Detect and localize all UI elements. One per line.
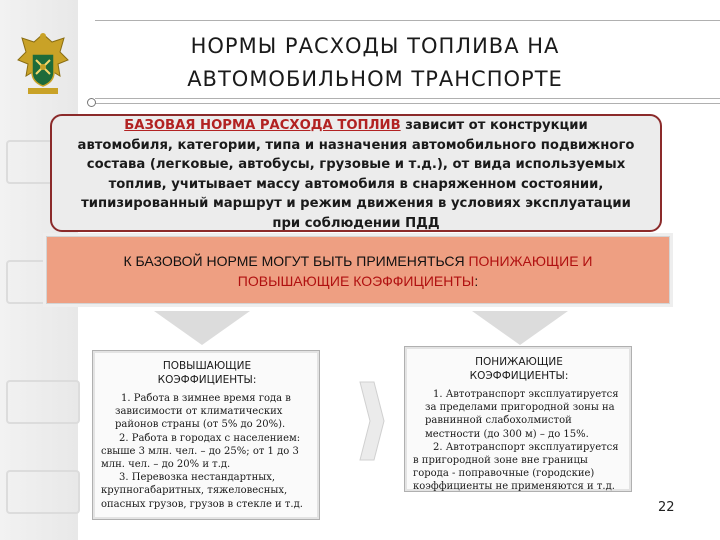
slide-title [150, 30, 600, 96]
card-line: 3. Перевозка нестандартных, [119, 472, 276, 484]
card-line: млн. чел. – до 20% и т.д. [101, 459, 231, 471]
card-line: 2. Автотранспорт эксплуатируется [433, 441, 619, 453]
card-line: коэффициенты не применяются и т.д. [413, 481, 615, 493]
card-line: опасных грузов, грузов в стекле и т.д. [101, 498, 303, 510]
arrow-down-icon [472, 311, 568, 345]
base-norm-highlight: БАЗОВАЯ НОРМА РАСХОДА ТОПЛИВ [124, 118, 401, 133]
card-line: зависимости от климатических [115, 406, 283, 418]
header-rule [95, 20, 720, 21]
arrow-down-icon [154, 311, 250, 345]
base-norm-text: состава (легковые, автобусы, грузовые и т.д.), от вида используемых [86, 157, 626, 172]
card-line: равнинной слабохолмистой [425, 415, 572, 427]
bullet-icon [87, 98, 96, 107]
card-line: за пределами пригородной зоны на [425, 402, 615, 414]
base-norm-text: типизированный маршрут и режим движения в условиях эксплуатации [81, 196, 631, 211]
title-line: НОРМЫ РАСХОДЫ ТОПЛИВА НА [190, 34, 560, 58]
base-norm-text: зависит от конструкции [405, 118, 588, 133]
card-title: КОЭФФИЦИЕНТЫ: [157, 374, 257, 386]
base-norm-text: при соблюдении ПДД [272, 215, 440, 231]
card-line: районов страны (от 5% до 20%). [115, 419, 286, 431]
card-line: крупногабаритных, тяжеловесных, [101, 485, 288, 497]
page-number: 22 [658, 500, 675, 515]
increasing-coefficients-card [92, 350, 320, 520]
header-rule [95, 103, 720, 104]
decreasing-coefficients-card [404, 346, 632, 492]
ghost-shape [6, 380, 80, 424]
coefficients-banner [46, 236, 670, 304]
coat-of-arms-icon [14, 30, 72, 102]
card-title: ПОВЫШАЮЩИЕ [162, 360, 252, 372]
base-norm-text: топлив, учитывает массу автомобиля в снаряженном состоянии, [108, 176, 604, 192]
card-line: в пригородной зоне вне границы [413, 455, 588, 467]
banner-red-text: ПОНИЖАЮЩИЕ И [468, 253, 593, 269]
card-title: КОЭФФИЦИЕНТЫ: [469, 370, 569, 382]
card-title: ПОНИЖАЮЩИЕ [475, 356, 563, 368]
ghost-shape [6, 470, 80, 514]
card-line: 1. Автотранспорт эксплуатируется [433, 389, 619, 400]
chevron-right-icon [358, 380, 386, 462]
title-line: АВТОМОБИЛЬНОМ ТРАНСПОРТЕ [187, 67, 563, 91]
base-norm-box [50, 114, 662, 232]
base-norm-text: автомобиля, категории, типа и назначения автомобильного подвижного [77, 137, 635, 153]
card-line: свыше 3 млн. чел. – до 25%; от 1 до 3 [101, 445, 299, 457]
banner-red-text: ПОВЫШАЮЩИЕ КОЭФФИЦИЕНТЫ [237, 273, 475, 289]
banner-text: : [474, 273, 479, 289]
banner-text: К БАЗОВОЙ НОРМЕ МОГУТ БЫТЬ ПРИМЕНЯТЬСЯ [123, 253, 465, 269]
card-line: 2. Работа в городах с населением: [119, 432, 301, 444]
card-line: 1. Работа в зимнее время года в [121, 393, 291, 404]
card-line: местности (до 300 м) – до 15%. [425, 428, 589, 440]
header-rule [95, 98, 720, 99]
card-line: города - поправочные (городские) [413, 468, 595, 480]
